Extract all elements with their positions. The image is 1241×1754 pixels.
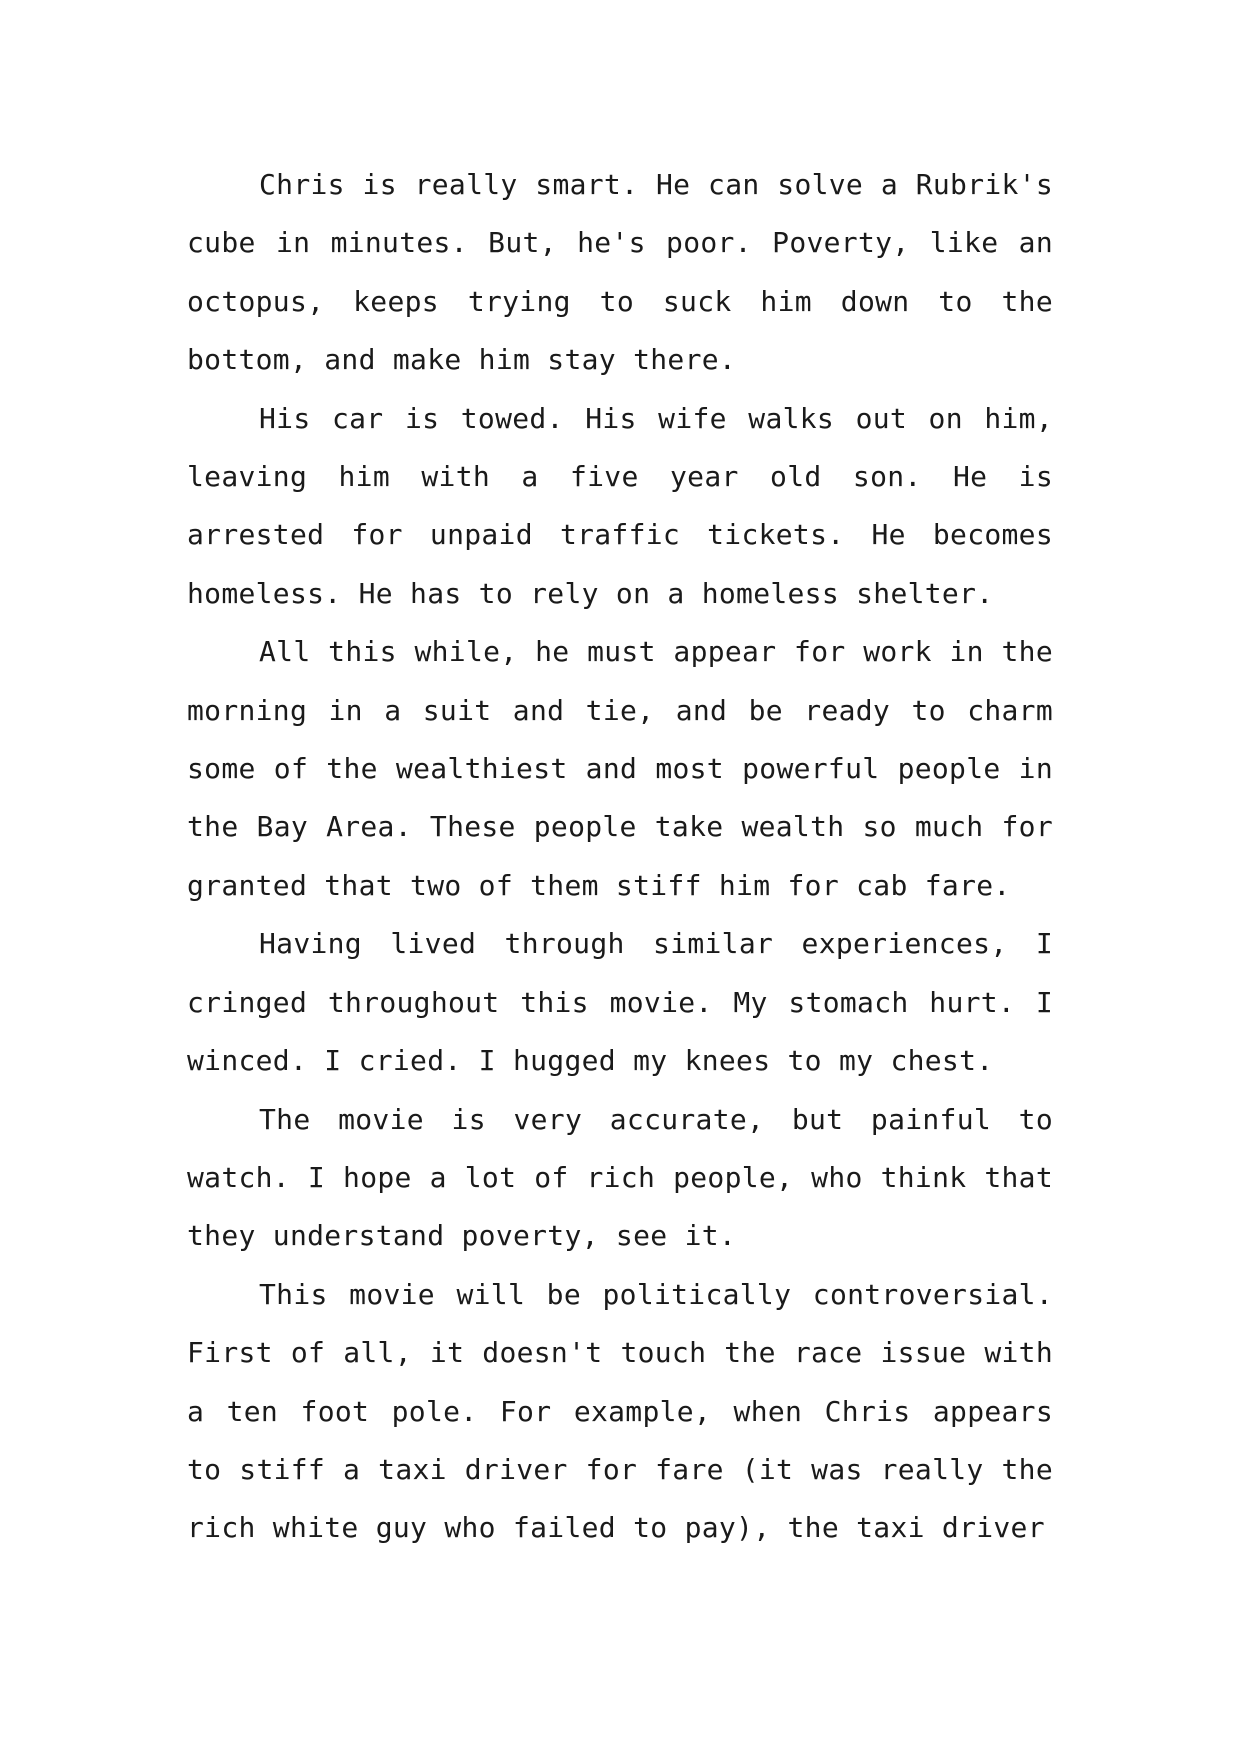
paragraph-2: His car is towed. His wife walks out on him, leaving him with a five year old son. He is arrested for unpaid traffic tickets. He becomes homeless. He has to rely on a homeless shelter.	[187, 401, 1053, 610]
body-text	[187, 156, 1053, 1558]
paragraph-3: All this while, he must appear for work in the morning in a suit and tie, and be ready to charm some of the wealthiest and most powerful people in the Bay Area. These people take wealth so much for granted that two of them stiff him for cab fare.	[187, 635, 1053, 902]
paragraph-6: This movie will be politically controversial. First of all, it doesn't touch the race issue with a ten foot pole. For example, when Chris appears to stiff a taxi driver for fare (it was really the rich white guy who failed to pay), the taxi driver	[187, 1277, 1053, 1545]
paragraph-4: Having lived through similar experiences, I cringed throughout this movie. My stomach hurt. I winced. I cried. I hugged my knees to my chest.	[187, 927, 1053, 1078]
paragraph-1: Chris is really smart. He can solve a Rubrik's cube in minutes. But, he's poor. Poverty, like an octopus, keeps trying to suck him down to the bottom, and make him stay there.	[187, 168, 1053, 377]
paragraph-5: The movie is very accurate, but painful to watch. I hope a lot of rich people, who think that they understand poverty, see it.	[187, 1102, 1053, 1253]
